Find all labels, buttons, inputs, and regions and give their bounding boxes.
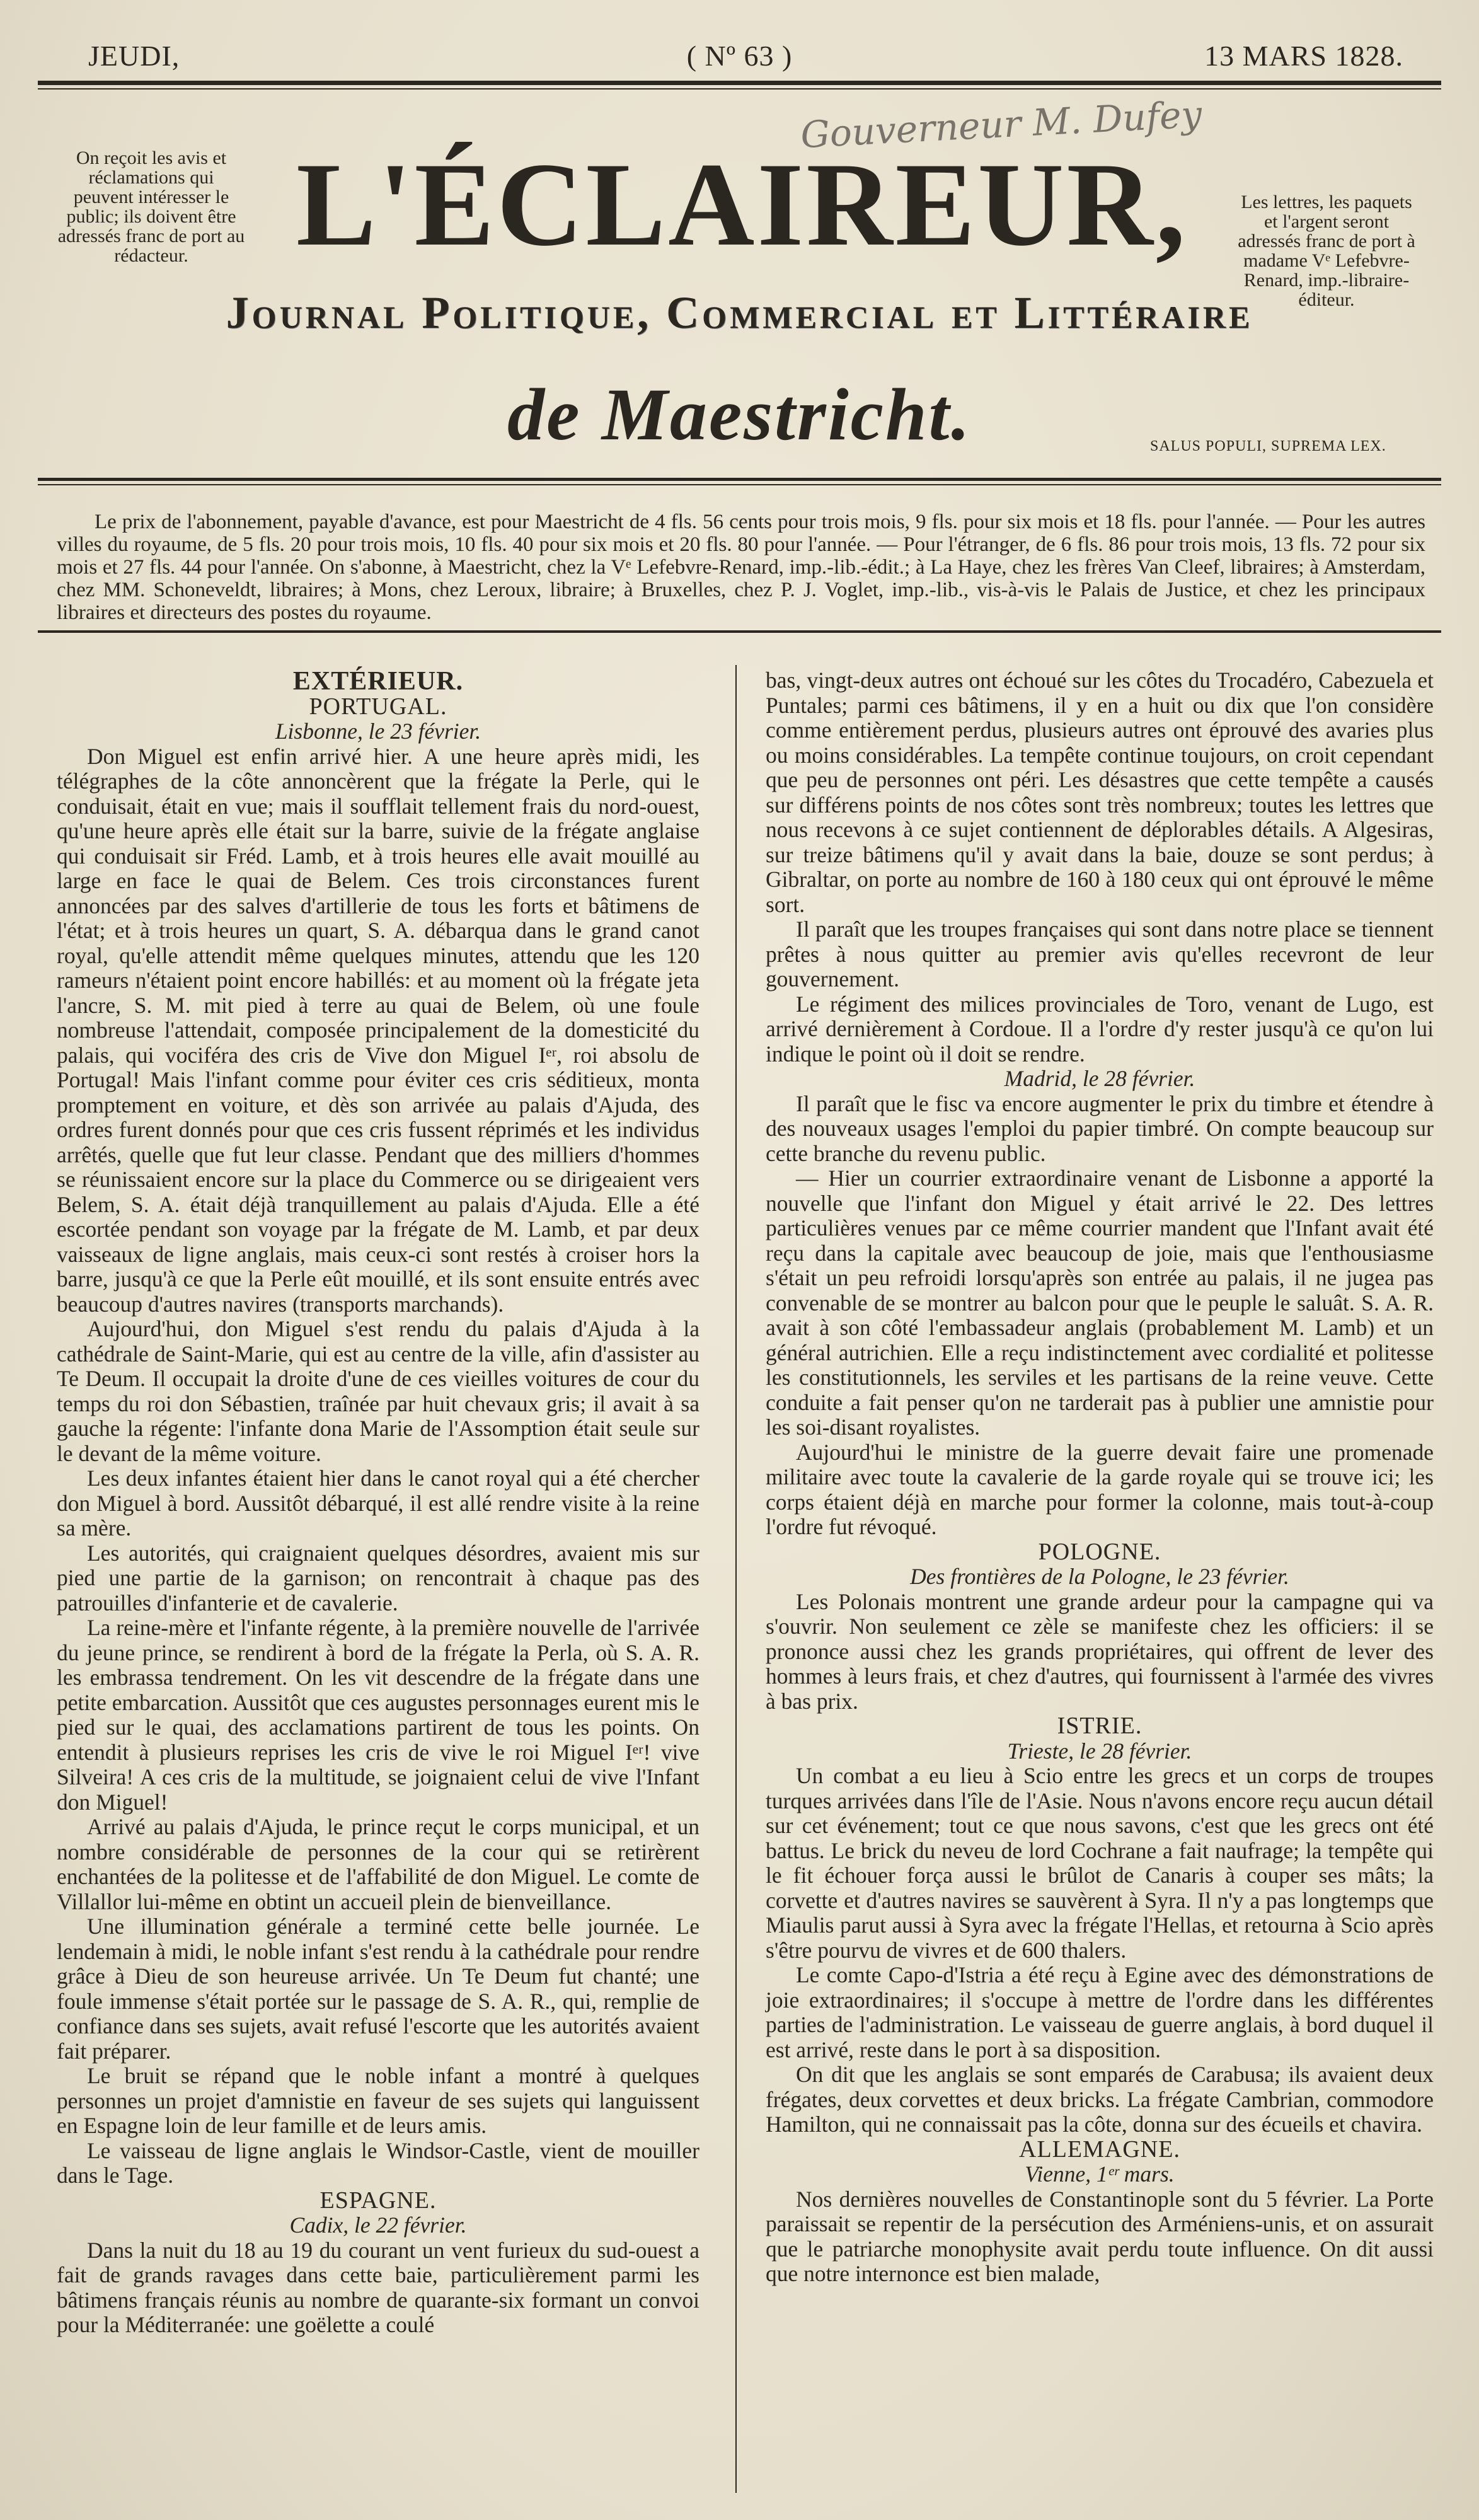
dateline-lisbonne: Lisbonne, le 23 février. <box>275 719 481 744</box>
article-paragraph: bas, vingt-deux autres ont échoué sur les côtes du Trocadéro, Cabezuela et Puntales; parmi ces bâtimens, il y en a huit ou dix que l'on considère comme entièrement perdus, plusieurs autres ont éprouvé des avaries plus ou moins considérables. La tempête continue toujours, on croit cependant que peu de personnes ont péri. Les désastres que cette tempête a causés sur différens points de nos côtes sont très nombreux; toutes les lettres que nous recevons à ce sujet contiennent de déplorables détails. A Algesiras, sur treize bâtimens qu'il y avait dans la baie, douze se sont perdus; à Gibraltar, on porte au nombre de 160 à 180 ceux qui ont éprouvé le même sort. <box>766 668 1434 917</box>
article-paragraph: La reine-mère et l'infante régente, à la première nouvelle de l'arrivée du jeune prince, se rendirent à bord de la frégate la Perla, où S. A. R. les embrassa tendrement. On les vit descendre de la frégate dans une petite embarcation. Aussitôt que ces augustes personnages eurent mis le pied sur le quai, des acclamations partirent de tous les points. On entendit à plusieurs reprises les cris de vive le roi Miguel Iᵉʳ! vive Silveira! A ces cris de la multitude, se joignaient celui de vive l'Infant don Miguel! <box>57 1615 699 1815</box>
newspaper-city: de Maestricht. <box>507 373 972 456</box>
dateline-madrid: Madrid, le 28 février. <box>1004 1066 1195 1091</box>
country-heading-espagne: ESPAGNE. <box>319 2187 437 2214</box>
column-divider <box>735 665 737 2493</box>
country-heading-istrie: ISTRIE. <box>1057 1713 1142 1739</box>
article-paragraph: Don Miguel est enfin arrivé hier. A une heure après midi, les télégraphes de la côte annoncèrent que la frégate la Perle, qui le conduisait, était en vue; mais il soufflait tellement frais du nord-ouest, qu'une heure après elle était sur la barre, suivie de la frégate anglaise qui conduisait sir Fréd. Lamb, et à trois heures elle avait mouillé au large en face le quai de Belem. Ces trois circonstances furent annoncées par des salves d'artillerie de tous les forts et bâtimens de l'état; et à trois heures un quart, S. A. débarqua dans le grand canot royal, qu'elle attendit même quelques minutes, attendu que les 120 rameurs n'étaient point encore habillés: et au moment où la frégate jeta l'ancre, S. M. mit pied à terre au quai de Belem, où une foule nombreuse l'attendait, composée principalement de la domesticité du palais, qui vociféra des cris de Vive don Miguel Iᵉʳ, roi absolu de Portugal! Mais l'infant comme pour éviter ces cris séditieux, monta promptement en voiture, et dès son arrivée au palais d'Ajuda, des ordres furent donnés pour que ces cris fussent réprimés et les individus arrêtés, quelle que fut leur classe. Pendant que des milliers d'hommes se réunissaient encore sur la place du Commerce ou se dirigeaient vers Belem, S. A. était déjà tranquillement au palais d'Ajuda. Elle a été escortée pendant son voyage par la frégate de M. Lamb, et par deux vaisseaux de ligne anglais, mais ceux-ci sont restés à croiser hors la barre, jusqu'à ce que la Perle eût mouillé, et ils sont ensuite entrés avec beaucoup d'autres navires (transports marchands). <box>57 743 699 1317</box>
section-heading-exterieur: EXTÉRIEUR. <box>292 667 464 696</box>
subscription-info: Le prix de l'abonnement, payable d'avance, est pour Maestricht de 4 fls. 56 cents pour trois mois, 9 fls. pour six mois et 18 fls. pour l'année. — Pour les autres villes du royaume, de 5 fls. 20 pour trois mois, 10 fls. 40 pour six mois et 20 fls. 80 pour l'année. — Pour l'étranger, de 6 fls. 86 pour trois mois, 13 fls. 72 pour six mois et 27 fls. 44 pour l'année. On s'abonne, à Maestricht, chez la Vᵉ Lefebvre-Renard, imp.-lib.-édit.; à La Haye, chez les frères Van Cleef, libraires; à Amsterdam, chez MM. Schoneveldt, libraires; à Mons, chez Leroux, libraire; à Bruxelles, chez P. J. Voglet, imp.-lib., vis-à-vis le Palais de Justice, et chez les principaux libraires et directeurs des postes du royaume. <box>57 511 1425 624</box>
country-heading-pologne: POLOGNE. <box>1038 1538 1161 1565</box>
article-paragraph: Les deux infantes étaient hier dans le canot royal qui a été chercher don Miguel à bord. Aussitôt débarqué, il est allé rendre visite à la reine sa mère. <box>57 1465 699 1540</box>
article-paragraph: Le comte Capo-d'Istria a été reçu à Egine avec des démonstrations de joie extraordinaires; il s'occupe à mettre de l'ordre dans les différentes parties de l'administration. Le vaisseau de guerre anglais, à bord duquel il est arrivé, reste dans le port à sa disposition. <box>766 1962 1434 2062</box>
issue-day: JEUDI, <box>88 40 180 72</box>
country-heading-portugal: PORTUGAL. <box>309 693 447 720</box>
article-paragraph: Il paraît que les troupes françaises qui sont dans notre place se tiennent prêtes à nous quitter au premier avis qu'elles recevront de leur gouvernement. <box>766 916 1434 991</box>
dateline-cadix: Cadix, le 22 février. <box>289 2212 467 2238</box>
article-paragraph: Le bruit se répand que le noble infant a montré à quelques personnes un projet d'amnistie en faveur de ses sujets qui languissent en Espagne loin de leur famille et de leurs amis. <box>57 2063 699 2138</box>
dateline-pologne: Des frontières de la Pologne, le 23 février. <box>910 1564 1289 1589</box>
article-paragraph: Nos dernières nouvelles de Constantinople sont du 5 février. La Porte paraissait se repentir de la persécution des Arméniens-unis, et on assurait que le patriarche monophysite avait perdu toute influence. On dit aussi que notre internonce est bien malade, <box>766 2186 1434 2286</box>
article-paragraph: — Hier un courrier extraordinaire venant de Lisbonne a apporté la nouvelle que l'infant don Miguel y était arrivé le 22. Des lettres particulières venues par ce même courrier mandent que l'Infant avait été reçu dans la capitale avec beaucoup de joie, mais que l'enthousiasme s'était un peu refroidi lorsqu'après son entrée au palais, il ne jugea pas convenable de se montrer au balcon pour que le peuple le saluât. S. A. R. avait à son côté l'embassadeur anglais (probablement M. Lamb) et un général autrichien. Elle a reçu indistinctement avec cordialité et politesse les constitutionnels, les serviles et les partisans de la reine veuve. Cette conduite a fait penser qu'on ne tarderait pas à publier une amnistie pour les soi-disant royalistes. <box>766 1165 1434 1440</box>
notice-right: Les lettres, les paquets et l'argent seront adressés franc de port à madame Vᵉ Lefebvre-Renard, imp.-libraire-éditeur. <box>1238 192 1415 310</box>
notice-left: On reçoit les avis et réclamations qui peuvent intéresser le public; ils doivent être adressés franc de port au rédacteur. <box>57 147 245 266</box>
article-paragraph: Une illumination générale a terminé cette belle journée. Le lendemain à midi, le noble infant s'est rendu à la cathédrale pour rendre grâce à Dieu de son heureuse arrivée. Un Te Deum fut chanté; une foule immense s'était portée sur le passage de S. A. R., qui, remplie de confiance dans ses sujets, avait refusé l'escorte que les autorités avaient fait préparer. <box>57 1914 699 2064</box>
issue-number: ( Nº 63 ) <box>686 40 793 72</box>
dateline-vienne: Vienne, 1ᵉʳ mars. <box>1025 2161 1175 2187</box>
article-paragraph: On dit que les anglais se sont emparés de Carabusa; ils avaient deux frégates, deux corvettes et deux bricks. La frégate Cambrian, commodore Hamilton, qui ne connaissait pas la côte, donna sur des écueils et chavira. <box>766 2062 1434 2137</box>
article-paragraph: Dans la nuit du 18 au 19 du courant un vent furieux du sud-ouest a fait de grands ravages dans cette baie, particulièrement parmi les bâtimens français réunis au nombre de quarante-six formant un convoi pour la Méditerranée: une goëlette a coulé <box>57 2237 699 2337</box>
column-right <box>766 668 1434 2287</box>
newspaper-title: L'ÉCLAIREUR, <box>296 139 1188 271</box>
issue-date: 13 MARS 1828. <box>1204 40 1403 72</box>
article-paragraph: Aujourd'hui, don Miguel s'est rendu du palais d'Ajuda à la cathédrale de Saint-Marie, qui est au centre de la ville, afin d'assister au Te Deum. Il occupait la droite d'une de ces vieilles voitures de cour du temps du roi don Sébastien, traînée par huit chevaux gris; il avait à sa gauche la régente: l'infante dona Marie de l'Assomption était seule sur le devant de la même voiture. <box>57 1316 699 1466</box>
newspaper-motto: SALUS POPULI, SUPREMA LEX. <box>1150 438 1386 454</box>
article-paragraph: Le régiment des milices provinciales de Toro, venant de Lugo, est arrivé dernièrement à Cordoue. Il a l'ordre d'y rester jusqu'à ce qu'on lui indique le point où il doit se rendre. <box>766 991 1434 1066</box>
article-paragraph: Il paraît que le fisc va encore augmenter le prix du timbre et étendre à des nouveaux usages l'emploi du papier timbré. On compte beaucoup sur cette branche du revenu public. <box>766 1090 1434 1166</box>
masthead-rule <box>38 478 1441 485</box>
column-left <box>57 668 699 2338</box>
article-paragraph: Le vaisseau de ligne anglais le Windsor-Castle, vient de mouiller dans le Tage. <box>57 2137 699 2188</box>
handwritten-annotation: Gouverneur M. Dufey <box>799 92 1203 157</box>
newspaper-subtitle: Journal Politique, Commercial et Littéraire <box>226 287 1253 338</box>
country-heading-allemagne: ALLEMAGNE. <box>1019 2136 1180 2163</box>
article-paragraph: Aujourd'hui le ministre de la guerre devait faire une promenade militaire avec toute la cavalerie de la garde royale qui se trouve ici; les corps étaient déjà en marche pour former la colonne, mais tout-à-coup l'ordre fut révoqué. <box>766 1439 1434 1539</box>
issue-line <box>38 39 1441 77</box>
article-paragraph: Les Polonais montrent une grande ardeur pour la campagne qui va s'ouvrir. Non seulement ce zèle se manifeste chez les officiers: il se prononce aussi chez les grands propriétaires, qui offrent de lever des hommes à leurs frais, et chez d'autres, qui fournissent à l'armée des vivres à bas prix. <box>766 1588 1434 1714</box>
dateline-trieste: Trieste, le 28 février. <box>1007 1738 1192 1764</box>
article-paragraph: Un combat a eu lieu à Scio entre les grecs et un corps de troupes turques arrivées dans l'île de l'Asie. Nous n'avons encore reçu aucun détail sur cet événement; tout ce que nous savons, c'est que les grecs ont été battus. Le brick du neveu de lord Cochrane a fait naufrage; la tempête qui le fit échouer força aussi le brûlot de Canaris à couper ses mâts; la corvette et d'autres navires se sauvèrent à Syra. Il n'y a pas longtemps que Miaulis parut aussi à Syra avec la frégate l'Hellas, et retourna à Scio après s'être pourvu de vivres et de 600 thalers. <box>766 1763 1434 1963</box>
top-rule <box>38 81 1441 90</box>
article-paragraph: Les autorités, qui craignaient quelques désordres, avaient mis sur pied une partie de la garnison; on rencontrait à chaque pas des patrouilles d'infanterie et de cavalerie. <box>57 1540 699 1615</box>
article-paragraph: Arrivé au palais d'Ajuda, le prince reçut le corps municipal, et un nombre considérable de personnes de la cour qui se retirèrent enchantées de la politesse et de l'affabilité de don Miguel. Le comte de Villallor lui-même en obtint un accueil plein de bienveillance. <box>57 1814 699 1914</box>
info-rule <box>38 630 1441 633</box>
